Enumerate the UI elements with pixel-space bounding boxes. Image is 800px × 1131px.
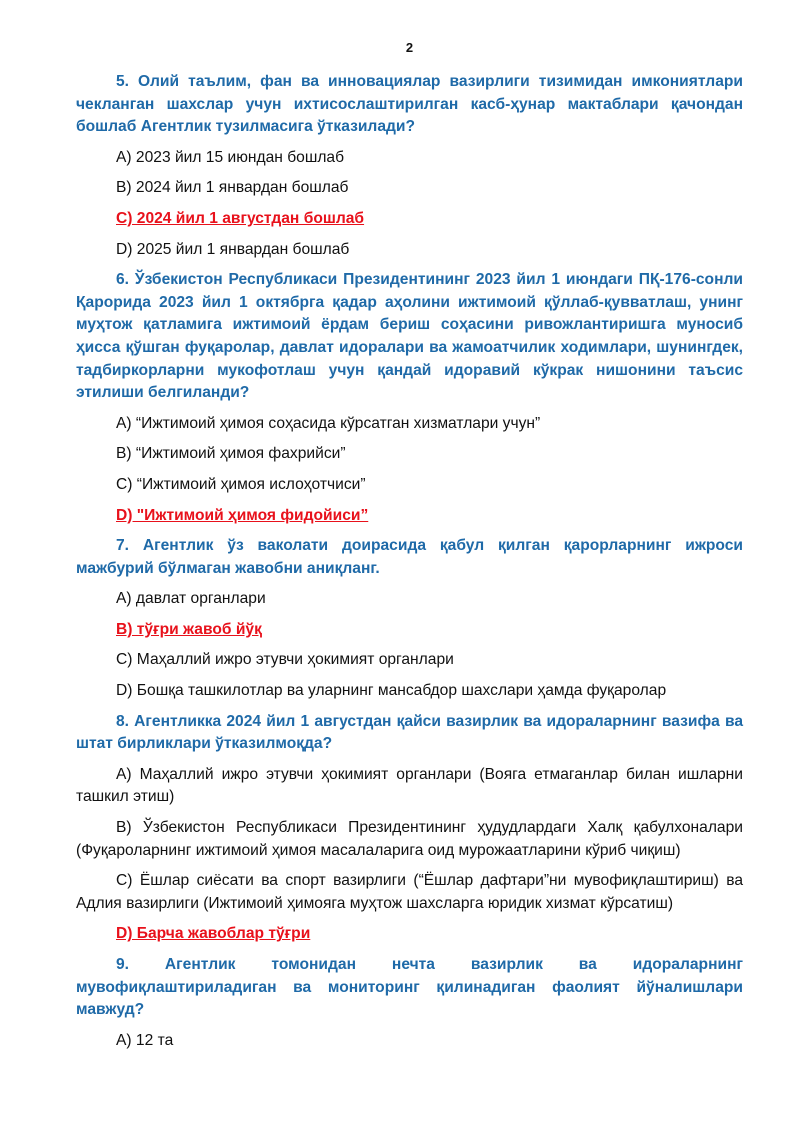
question-7: 7. Агентлик ўз ваколати доирасида қабул қилган қарорларнинг ижроси мажбурий бўлмаган жавобни аниқланг. [76,537,743,577]
question-6-option-d-correct: D) "Ижтимоий ҳимоя фидойиси” [116,506,369,524]
document-page [76,40,743,1060]
page-number: 2 [405,40,414,55]
question-6-option-c: C) “Ижтимоий ҳимоя ислоҳотчиси” [116,475,366,493]
question-5-option-b: B) 2024 йил 1 январдан бошлаб [116,179,349,197]
question-7-option-d: D) Бошқа ташкилотлар ва уларнинг мансабдор шахслари ҳамда фуқаролар [116,682,667,700]
question-6: 6. Ўзбекистон Республикаси Президентининг 2023 йил 1 июндаги ПҚ-176-сонли Қарорида 2023 йил 1 октябрга қадар аҳолини ижтимоий қўллаб-қувватлаш, унинг муҳтож қатламига ижтимоий ёрдам бериш соҳасини ривожлантиришга муносиб ҳисса қўшган фуқаролар, давлат идоралари ва жамоатчилик ходимлари, шунингдек, тадбиркорларни мукофотлаш учун қандай идоравий кўкрак нишонини таъсис этилиши белгиланди? [76,271,743,402]
question-8-option-a: А) Маҳаллий ижро этувчи ҳокимият органлари (Вояга етмаганлар билан ишларни ташкил этиш) [76,765,743,806]
question-5-option-a: А) 2023 йил 15 июндан бошлаб [116,148,345,166]
question-8-option-b: B) Ўзбекистон Республикаси Президентининг ҳудудлардаги Халқ қабулхоналари (Фуқароларнинг ижтимоий ҳимоя масалаларига оид мурожаатларини кўриб чиқиш) [76,819,743,859]
question-6-option-b: B) “Ижтимоий ҳимоя фахрийси” [116,445,346,463]
question-8-option-c: C) Ёшлар сиёсати ва спорт вазирлиги (“Ёшлар дафтари”ни мувофиқлаштириш) ва Адлия вазирлиги (Ижтимоий ҳимояга муҳтож шахсларга юридик хизмат кўрсатиш) [76,872,743,912]
question-7-option-a: А) давлат органлари [116,590,266,608]
question-9-option-a: А) 12 та [116,1031,174,1049]
question-6-option-a: А) “Ижтимоий ҳимоя соҳасида кўрсатган хизматлари учун” [116,414,541,432]
question-5-option-d: D) 2025 йил 1 январдан бошлаб [116,240,350,258]
question-8: 8. Агентликка 2024 йил 1 августдан қайси вазирлик ва идораларнинг вазифа ва штат бирликлари ўтказилмоқда? [76,712,743,753]
question-5-option-c-correct: C) 2024 йил 1 августдан бошлаб [116,209,365,227]
question-5: 5. Олий таълим, фан ва инновациялар вазирлиги тизимидан имкониятлари чекланган шахслар учун ихтисослаштирилган касб-ҳунар мактаблари қачондан бошлаб Агентлик тузилмасига ўтказилади? [76,73,743,136]
question-7-option-b-correct: B) тўғри жавоб йўқ [116,620,262,638]
question-9: 9. Агентлик томонидан нечта вазирлик ва идораларнинг мувофиқлаштириладиган ва мониторинг қилинадиган фаолият йўналишлари мавжуд? [76,956,743,1019]
question-8-option-d-correct: D) Барча жавоблар тўғри [116,925,311,943]
question-7-option-c: C) Маҳаллий ижро этувчи ҳокимият органлари [116,651,454,669]
